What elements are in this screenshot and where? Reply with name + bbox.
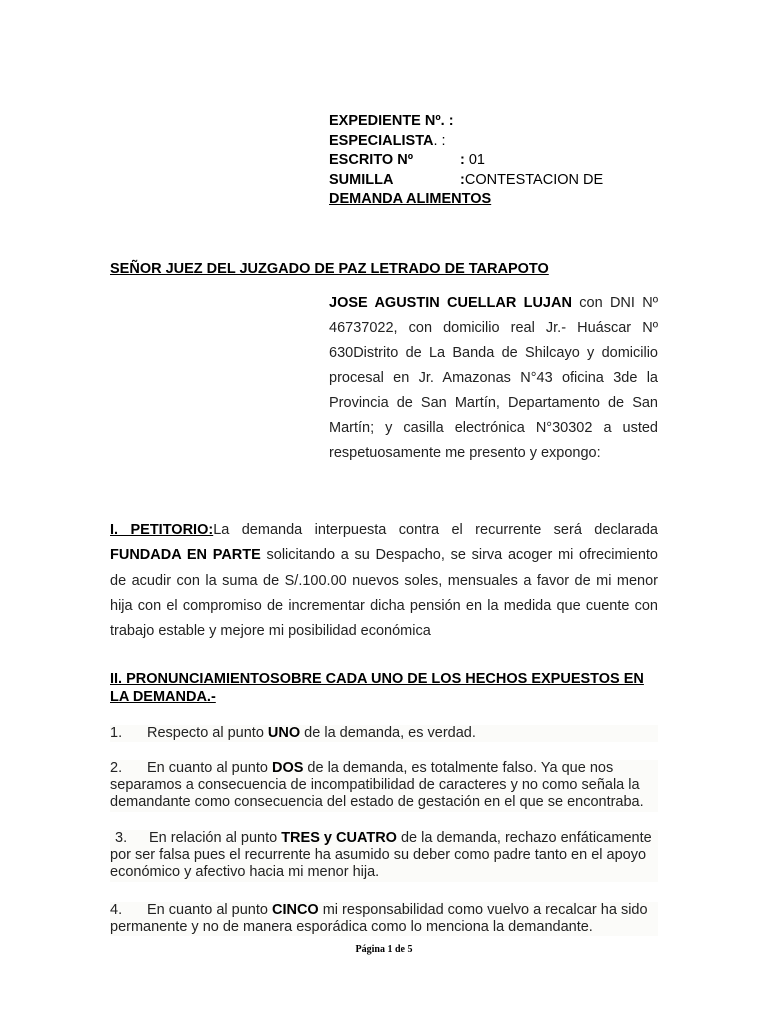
item-bold: TRES y CUATRO bbox=[281, 830, 397, 846]
case-header bbox=[329, 112, 603, 210]
escrito-separator: : bbox=[460, 152, 465, 168]
item-text-post: de la demanda, rechazo enfáticamente por ser falsa pues el recurrente ha asumido su deber como padre tanto en el apoyo económico y afectivo hacia mi menor hija. bbox=[110, 830, 652, 881]
expediente-row bbox=[329, 112, 603, 132]
item-text-post: de la demanda, es totalmente falso. Ya que nos separamos a consecuencia de incompatibilidad de caracteres y no como señala la demandante como consecuencia del estado de gestación en el que se encontraba. bbox=[110, 760, 644, 811]
section-2-title: II. PRONUNCIAMIENTOSOBRE CADA UNO DE LOS HECHOS EXPUESTOS EN LA DEMANDA.- bbox=[110, 671, 644, 705]
petitorio-bold: FUNDADA EN PARTE bbox=[110, 547, 261, 564]
petitorio-text-2: solicitando a su Despacho, se sirva acoger mi ofrecimiento de acudir con la suma de S/.100.00 nuevos soles, mensuales a favor de mi menor hija con el compromiso de incrementar dicha pensión en la medida que cuente con trabajo estable y mejore mi posibilidad económica bbox=[110, 547, 658, 640]
item-bold: CINCO bbox=[271, 902, 319, 918]
escrito-value: 01 bbox=[464, 152, 486, 168]
sumilla-row bbox=[329, 171, 603, 191]
item-text-pre: En relación al punto bbox=[149, 830, 282, 846]
item-number: 4. bbox=[110, 902, 123, 918]
escrito-row bbox=[329, 151, 603, 171]
expediente-label: EXPEDIENTE Nº. : bbox=[329, 113, 454, 129]
item-number: 1. bbox=[110, 725, 123, 741]
item-text-pre: Respecto al punto bbox=[147, 725, 268, 741]
item-text-pre: En cuanto al punto bbox=[147, 760, 272, 776]
page-number-footer: Página 1 de 5 bbox=[355, 944, 413, 955]
sumilla-value: CONTESTACION DE bbox=[464, 171, 604, 188]
identification-text: con DNI Nº 46737022, con domicilio real Jr.- Huáscar Nº 630Distrito de La Banda de Shilcayo y domicilio procesal en Jr. Amazonas N°43 oficina 3de la Provincia de San Martín, Departamento de San Martín; y casilla electrónica N°30302 a usted respetuosamente me presento y expongo: bbox=[329, 295, 659, 461]
sumilla-line2-row bbox=[329, 190, 603, 210]
especialista-label: ESPECIALISTA bbox=[329, 132, 434, 149]
petitorio-text-1: La demanda interpuesta contra el recurrente será declarada bbox=[213, 522, 658, 538]
item-text-pre: En cuanto al punto bbox=[147, 902, 272, 918]
list-item bbox=[110, 902, 658, 936]
addressee-heading: SEÑOR JUEZ DEL JUZGADO DE PAZ LETRADO DE TARAPOTO bbox=[110, 261, 549, 277]
sumilla-separator: : bbox=[460, 171, 465, 188]
identification-paragraph bbox=[329, 291, 658, 466]
item-number: 3. bbox=[115, 830, 128, 846]
item-number: 2. bbox=[110, 760, 123, 776]
petitorio-label: I. PETITORIO: bbox=[110, 522, 214, 538]
item-text-post: de la demanda, es verdad. bbox=[300, 725, 476, 741]
party-name: JOSE AGUSTIN CUELLAR LUJAN bbox=[329, 295, 572, 311]
item-bold: DOS bbox=[271, 760, 304, 776]
list-item bbox=[110, 725, 658, 742]
sumilla-line2: DEMANDA ALIMENTOS bbox=[329, 191, 492, 207]
item-text-post: mi responsabilidad como vuelvo a recalcar ha sido permanente y no de manera esporádica como lo menciona la demandante. bbox=[110, 902, 648, 936]
sumilla-label: SUMILLA bbox=[329, 171, 394, 188]
especialista-separator: . : bbox=[433, 132, 446, 149]
especialista-row bbox=[329, 132, 603, 152]
item-bold: UNO bbox=[267, 725, 301, 741]
petitorio-paragraph bbox=[110, 518, 658, 644]
list-item bbox=[110, 760, 658, 812]
escrito-label: ESCRITO Nº bbox=[329, 152, 413, 168]
list-item bbox=[110, 830, 658, 882]
